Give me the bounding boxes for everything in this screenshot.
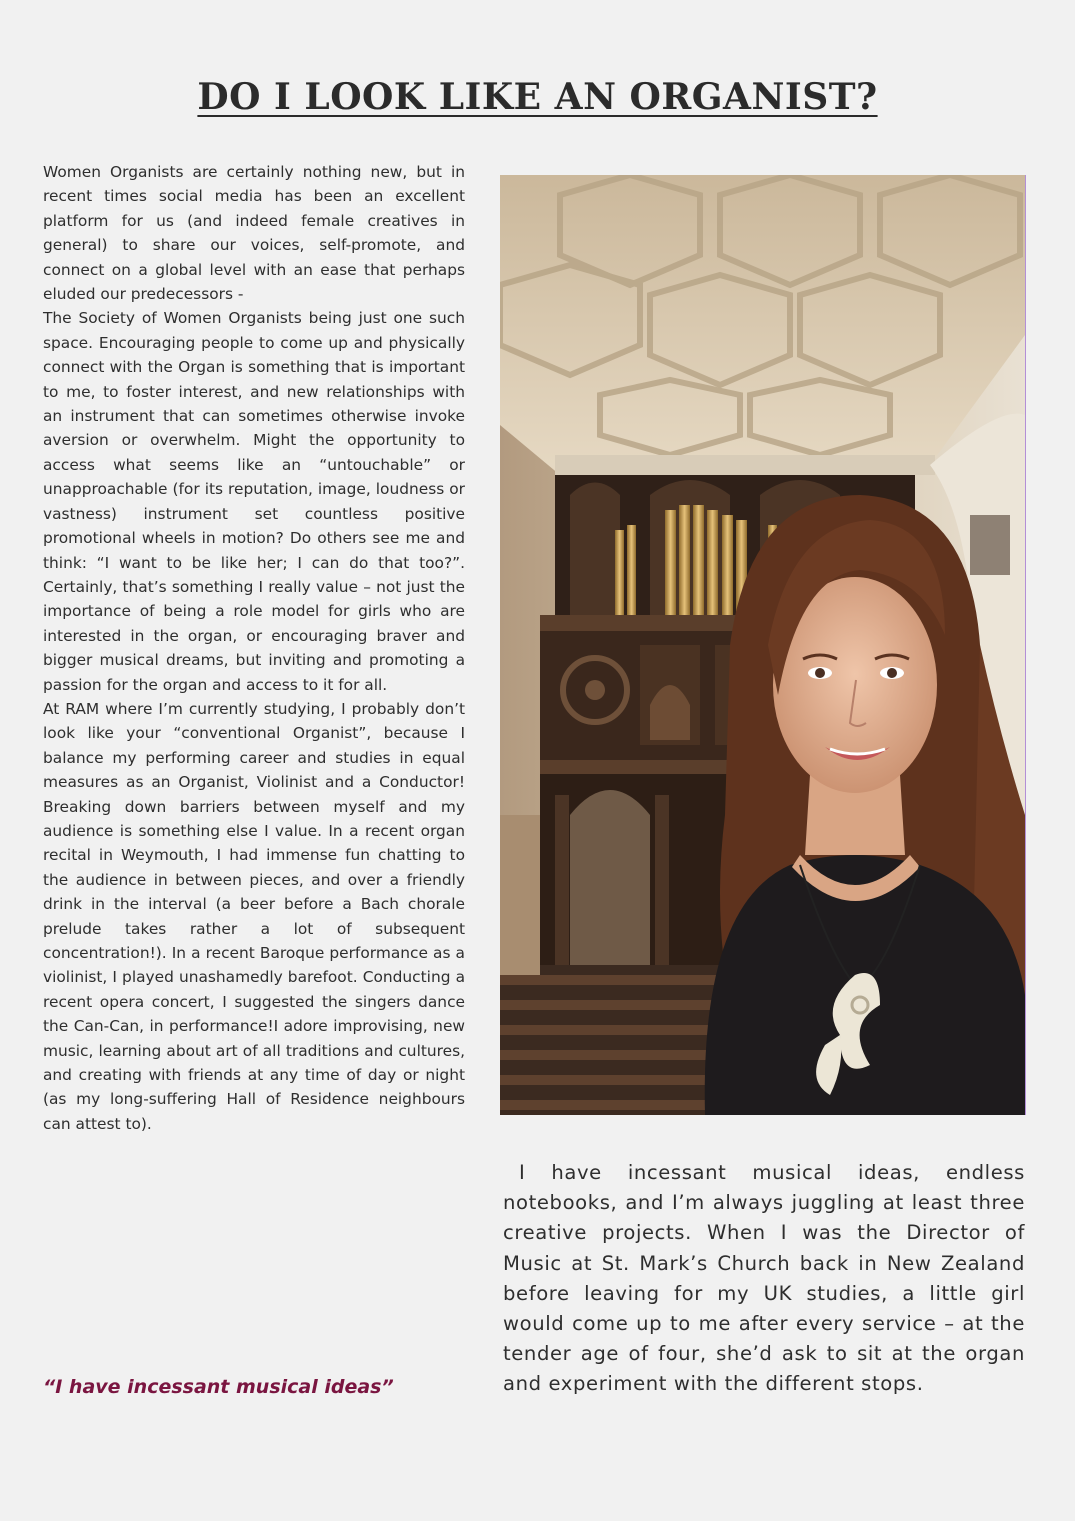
article-left-column bbox=[43, 160, 465, 1136]
paragraph-musical-ideas: I have incessant musical ideas, endless notebooks, and I’m always juggling at least three creative projects. When I was the Director of Music at St. Mark’s Church back in New Zealand before leaving for my UK studies, a little girl would come up to me after every service – at the tender age of four, she’d ask to sit at the organ and experiment with the different stops. bbox=[503, 1161, 1025, 1396]
portrait-photo bbox=[500, 175, 1026, 1115]
portrait-photo-icon bbox=[500, 175, 1025, 1115]
article-title: DO I LOOK LIKE AN ORGANIST? bbox=[197, 76, 878, 118]
paragraph-intro: Women Organists are certainly nothing new, but in recent times social media has been an excellent platform for us (and indeed female creatives in general) to share our voices, self-promote, and connect on a global level with an ease that perhaps eluded our predecessors - bbox=[43, 163, 465, 304]
paragraph-society: The Society of Women Organists being just one such space. Encouraging people to come up and physically connect with the Organ is something that is important to me, to foster interest, and new relationships with an instrument that can sometimes otherwise invoke aversion or overwhelm. Might the opportunity to access what seems like an “untouchable” or unapproachable (for its reputation, image, loudness or vastness) instrument set countless positive promotional wheels in motion? Do others see me and think: “I want to be like her; I can do that too?”. Certainly, that’s something I really value – not just the importance of being a role model for girls who are interested in the organ, or encouraging braver and bigger musical dreams, but inviting and promoting a passion for the organ and access to it for all. bbox=[43, 309, 465, 694]
pull-quote: “I have incessant musical ideas” bbox=[43, 1376, 394, 1398]
paragraph-ram: At RAM where I’m currently studying, I probably don’t look like your “conventional Organist”, because I balance my performing career and studies in equal measures as an Organist, Violinist and a Conductor! Breaking down barriers between myself and my audience is something else I value. In a recent organ recital in Weymouth, I had immense fun chatting to the audience in between pieces, and over a friendly drink in the interval (a beer before a Bach chorale prelude takes rather a lot of subsequent concentration!). In a recent Baroque performance as a violinist, I played unashamedly barefoot. Conducting a recent opera concert, I suggested the singers dance the Can-Can, in performance!I adore improvising, new music, learning about art of all traditions and cultures, and creating with friends at any time of day or night (as my long-suffering Hall of Residence neighbours can attest to). bbox=[43, 699, 465, 1133]
